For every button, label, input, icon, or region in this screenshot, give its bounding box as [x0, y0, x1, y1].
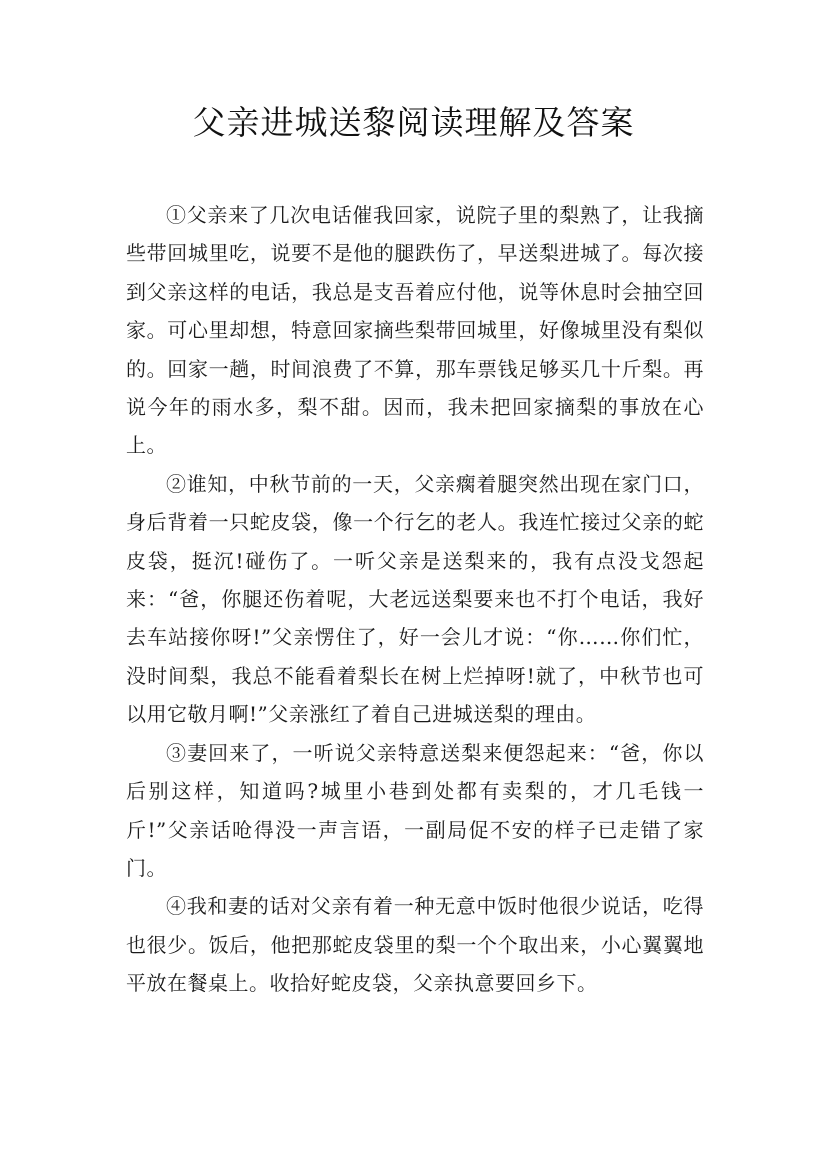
paragraph-2: ②谁知，中秋节前的一天，父亲瘸着腿突然出现在家门口，身后背着一只蛇皮袋，像一个行乞的老人。我连忙接过父亲的蛇皮袋，挺沉!碰伤了。一听父亲是送梨来的，我有点没戈怨起来：“爸，你腿还伤着呢，大老远送梨要来也不打个电话，我好去车站接你呀!”父亲愣住了，好一会儿才说：“你……你们忙，没时间梨，我总不能看着梨长在树上烂掉呀!就了，中秋节也可以用它敬月啊!”父亲涨红了着自己进城送梨的理由。 — [126, 471, 704, 727]
paragraph-1: ①父亲来了几次电话催我回家，说院子里的梨熟了，让我摘些带回城里吃，说要不是他的腿跌伤了，早送梨进城了。每次接到父亲这样的电话，我总是支吾着应付他，说等休息时会抽空回家。可心里却想，特意回家摘些梨带回城里，好像城里没有梨似的。回家一趟，时间浪费了不算，那车票钱足够买几十斤梨。再说今年的雨水多，梨不甜。因而，我未把回家摘梨的事放在心上。 — [126, 203, 704, 458]
document-body — [126, 196, 704, 1003]
document-title: 父亲进城送黎阅读理解及答案 — [192, 103, 635, 142]
paragraph-4: ④我和妻的话对父亲有着一种无意中饭时他很少说话，吃得也很少。饭后，他把那蛇皮袋里的梨一个个取出来，小心翼翼地平放在餐桌上。收拾好蛇皮袋，父亲执意要回乡下。 — [126, 894, 704, 996]
paragraph-3: ③妻回来了，一听说父亲特意送梨来便怨起来：“爸，你以后别这样，知道吗?城里小巷到处都有卖梨的，才几毛钱一斤!”父亲话呛得没一声言语，一副局促不安的样子已走错了家门。 — [126, 740, 704, 880]
